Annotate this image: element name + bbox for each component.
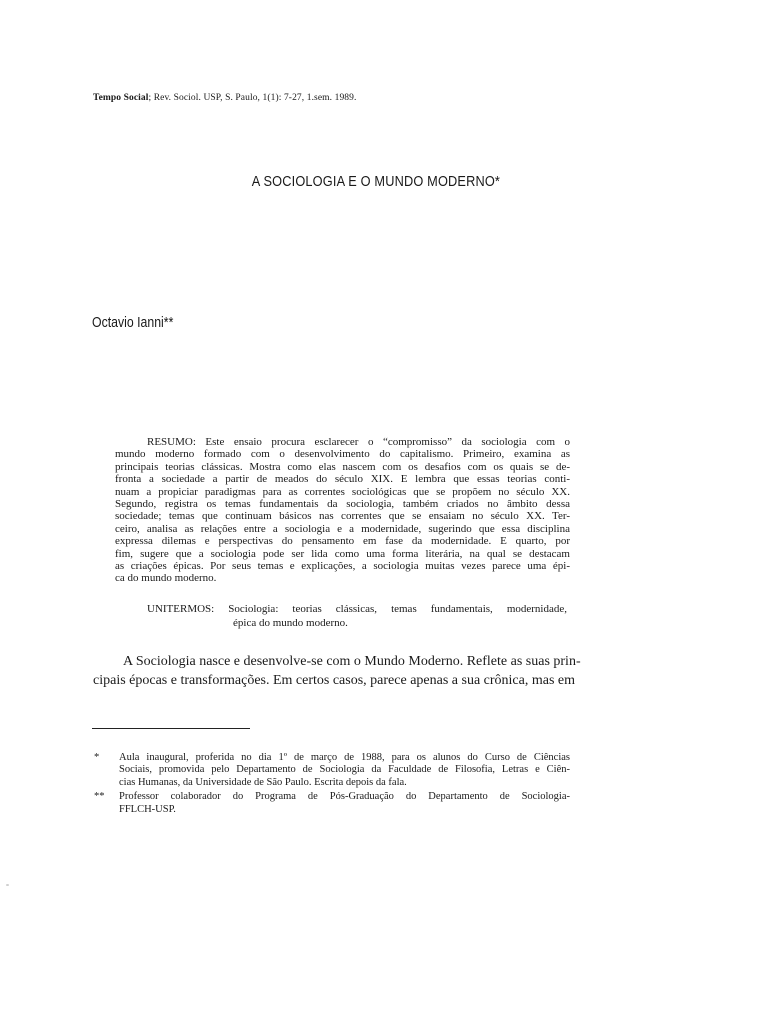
body-line: A Sociologia nasce e desenvolve-se com o Mundo Moderno. Reflete as suas prin-: [123, 654, 581, 669]
body-paragraph: [93, 652, 581, 690]
abstract-line: as criações épicas. Por seus temas e explicações, a sociologia muitas vezes parece uma épi-: [115, 560, 570, 573]
abstract-line: nuam a propiciar paradigmas para as correntes sociológicas que se propõem no século XX.: [115, 485, 570, 498]
abstract-line: fim, sugere que a sociologia pode ser lida como uma forma literária, na qual se destacam: [115, 547, 570, 560]
abstract-line: principais teorias clássicas. Mostra como elas nascem com os desafios com os quais se de-: [115, 460, 570, 473]
footnote: [92, 791, 570, 816]
abstract-line: expressa dilemas e perspectivas do pensamento em fase da modernidade. E quarto, por: [115, 535, 570, 548]
footnotes: [92, 752, 570, 818]
keywords: [147, 602, 567, 630]
body-line: cipais épocas e transformações. Em certos casos, parece apenas a sua crônica, mas em: [93, 673, 576, 688]
abstract-line: Segundo, registra os temas fundamentais da sociologia, também criados no âmbito dessa: [115, 498, 570, 511]
abstract-line: ca do mundo moderno.: [115, 572, 217, 585]
abstract-line: mundo moderno formado com o desenvolvimento do capitalismo. Primeiro, examina as: [115, 448, 570, 461]
journal-name: Tempo Social: [93, 93, 149, 103]
keywords-line: épica do mundo moderno.: [233, 617, 348, 629]
scan-speck: [6, 884, 9, 886]
footnote-divider: [92, 728, 250, 729]
footnote-line: Aula inaugural, proferida no dia 1º de março de 1988, para os alunos do Curso de Ciências: [119, 752, 570, 763]
abstract-line: ceiro, analisa as relações entre a sociologia e a modernidade, sugerindo que essa disciplina: [115, 522, 570, 535]
abstract-line: RESUMO: Este ensaio procura esclarecer o “compromisso” da sociologia com o: [147, 436, 570, 448]
footnote-mark: **: [94, 791, 105, 803]
citation-details: ; Rev. Sociol. USP, S. Paulo, 1(1): 7-27, 1.sem. 1989.: [148, 93, 357, 103]
keywords-line: UNITERMOS: Sociologia: teorias clássicas, temas fundamentais, modernidade,: [147, 603, 567, 615]
author-name: Octavio Ianni**: [92, 314, 174, 331]
footnote-line: FFLCH-USP.: [119, 803, 176, 815]
footnote-mark: *: [94, 752, 100, 763]
abstract: [115, 436, 570, 585]
abstract-line: fronta a sociedade a partir de meados do século XIX. E lembra que essas teorias conti-: [115, 473, 570, 486]
footnote-line: Sociais, promovida pelo Departamento de Sociologia da Faculdade de Filosofia, Letras e Ciên-: [119, 764, 570, 776]
article-title: A SOCIOLOGIA E O MUNDO MODERNO*: [251, 173, 501, 190]
abstract-line: sociedade; temas que continuam básicos nas correntes que se ensaiam no século XX. Ter-: [115, 510, 570, 523]
footnote: [92, 752, 570, 789]
journal-citation: [93, 93, 356, 103]
footnote-line: cias Humanas, da Universidade de São Paulo. Escrita depois da fala.: [119, 776, 407, 788]
footnote-line: Professor colaborador do Programa de Pós-Graduação do Departamento de Sociologia-: [119, 791, 570, 803]
